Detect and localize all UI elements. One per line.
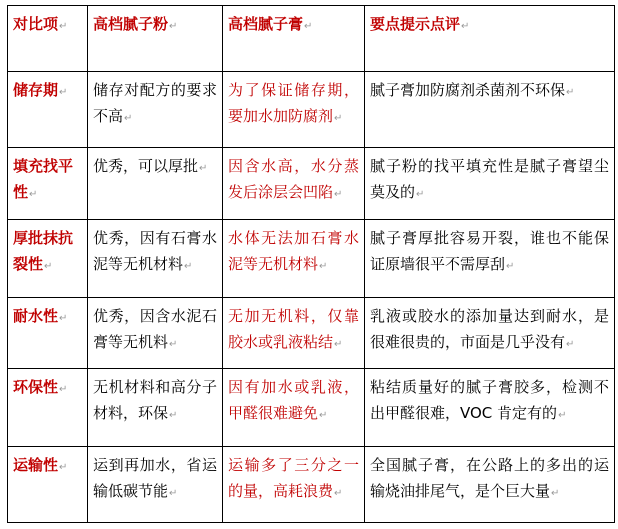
paste-cell: 运输多了三分之一的量，高耗浪费↵ (223, 447, 365, 523)
paste-cell: 为了保证储存期，要加水加防腐剂↵ (223, 71, 365, 148)
powder-cell: 优秀，因含水泥石膏等无机料↵ (88, 297, 223, 369)
table-row (8, 447, 615, 523)
header-paste: 高档腻子膏↵ (223, 6, 365, 72)
feature-cell: 耐水性↵ (8, 297, 88, 369)
header-comment: 要点提示点评↵ (365, 6, 615, 72)
table-row (8, 369, 615, 447)
powder-cell: 储存对配方的要求不高↵ (88, 71, 223, 148)
table-row (8, 148, 615, 220)
table-row (8, 219, 615, 297)
powder-cell: 无机材料和高分子材料，环保↵ (88, 369, 223, 447)
comment-cell: 腻子膏加防腐剂杀菌剂不环保↵ (365, 71, 615, 148)
header-feature: 对比项↵ (8, 6, 88, 72)
comparison-table (7, 5, 615, 523)
powder-cell: 优秀，因有石膏水泥等无机材料↵ (88, 219, 223, 297)
feature-cell: 填充找平性↵ (8, 148, 88, 220)
comment-cell: 粘结质量好的腻子膏胶多，检测不出甲醛很难，VOC 肯定有的↵ (365, 369, 615, 447)
paste-cell: 因含水高，水分蒸发后涂层会凹陷↵ (223, 148, 365, 220)
powder-cell: 运到再加水，省运输低碳节能↵ (88, 447, 223, 523)
comment-cell: 全国腻子膏，在公路上的多出的运输烧油排尾气，是个巨大量↵ (365, 447, 615, 523)
table-row (8, 297, 615, 369)
header-row (8, 6, 615, 72)
feature-cell: 储存期↵ (8, 71, 88, 148)
comment-cell: 乳液或胶水的添加量达到耐水，是很难很贵的，市面是几乎没有↵ (365, 297, 615, 369)
feature-cell: 运输性↵ (8, 447, 88, 523)
feature-cell: 厚批抹抗裂性↵ (8, 219, 88, 297)
header-powder: 高档腻子粉↵ (88, 6, 223, 72)
paste-cell: 因有加水或乳液，甲醛很难避免↵ (223, 369, 365, 447)
paste-cell: 无加无机料，仅靠胶水或乳液粘结↵ (223, 297, 365, 369)
comment-cell: 腻子粉的找平填充性是腻子膏望尘莫及的↵ (365, 148, 615, 220)
paste-cell: 水体无法加石膏水泥等无机材料↵ (223, 219, 365, 297)
feature-cell: 环保性↵ (8, 369, 88, 447)
comment-cell: 腻子膏厚批容易开裂，谁也不能保证原墙很平不需厚刮↵ (365, 219, 615, 297)
powder-cell: 优秀，可以厚批↵ (88, 148, 223, 220)
table-row (8, 71, 615, 148)
